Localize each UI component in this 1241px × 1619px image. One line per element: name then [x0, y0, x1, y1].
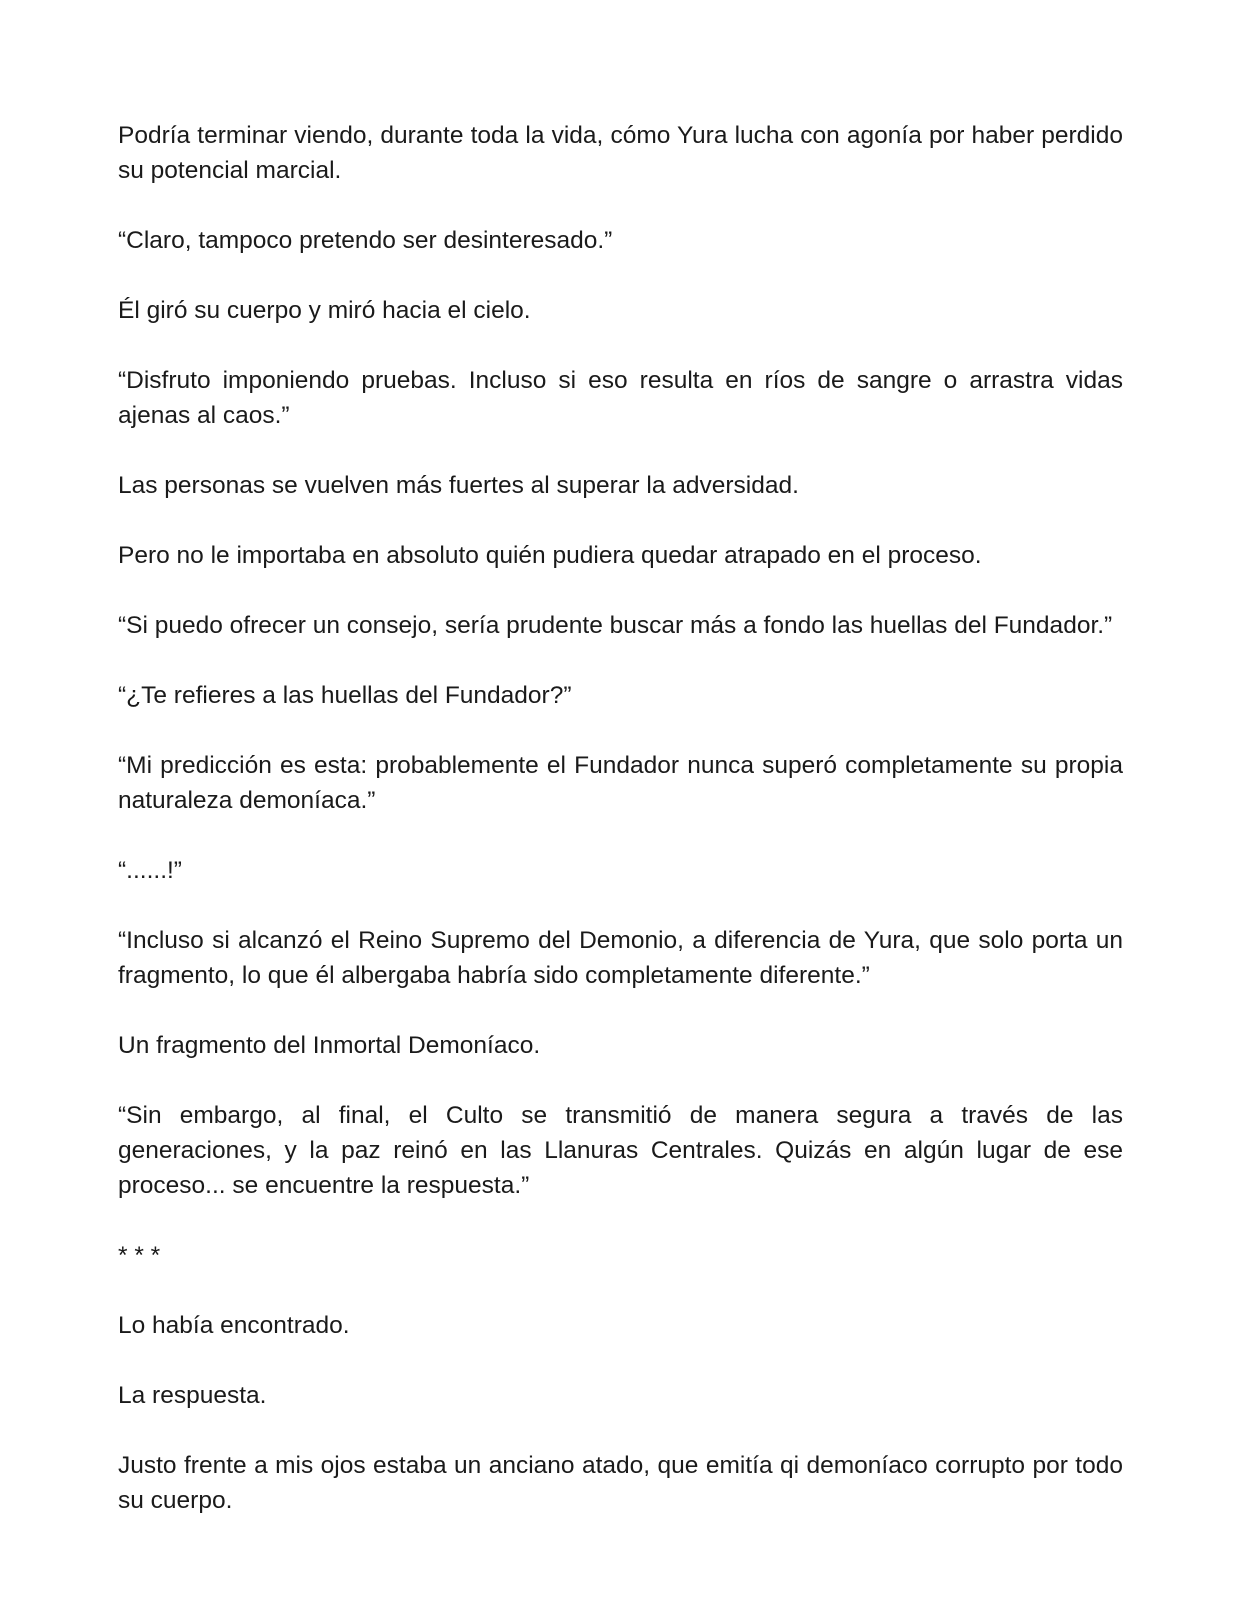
body-text — [118, 118, 1123, 1553]
section-break: * * * — [118, 1242, 161, 1269]
paragraph: “Mi predicción es esta: probablemente el Fundador nunca superó completamente su propia naturaleza demoníaca.” — [118, 752, 1123, 814]
paragraph: “Incluso si alcanzó el Reino Supremo del Demonio, a diferencia de Yura, que solo porta un fragmento, lo que él albergaba habría sido completamente diferente.” — [118, 927, 1123, 989]
paragraph: Podría terminar viendo, durante toda la vida, cómo Yura lucha con agonía por haber perdido su potencial marcial. — [118, 122, 1123, 184]
paragraph: “Disfruto imponiendo pruebas. Incluso si eso resulta en ríos de sangre o arrastra vidas ajenas al caos.” — [118, 367, 1123, 429]
paragraph: Lo había encontrado. — [118, 1312, 350, 1339]
paragraph: “......!” — [118, 857, 182, 884]
paragraph: “Sin embargo, al final, el Culto se transmitió de manera segura a través de las generaciones, y la paz reinó en las Llanuras Centrales. Quizás en algún lugar de ese proceso... se encuentre la respuesta.” — [118, 1102, 1123, 1199]
paragraph: Él giró su cuerpo y miró hacia el cielo. — [118, 297, 531, 324]
paragraph: Pero no le importaba en absoluto quién pudiera quedar atrapado en el proceso. — [118, 542, 982, 569]
paragraph: Justo frente a mis ojos estaba un anciano atado, que emitía qi demoníaco corrupto por todo su cuerpo. — [118, 1452, 1123, 1514]
paragraph: La respuesta. — [118, 1382, 267, 1409]
paragraph: “Si puedo ofrecer un consejo, sería prudente buscar más a fondo las huellas del Fundador.” — [118, 612, 1113, 639]
paragraph: Las personas se vuelven más fuertes al superar la adversidad. — [118, 472, 799, 499]
paragraph: Un fragmento del Inmortal Demoníaco. — [118, 1032, 541, 1059]
paragraph: “¿Te refieres a las huellas del Fundador?” — [118, 682, 572, 709]
paragraph: “Claro, tampoco pretendo ser desinteresado.” — [118, 227, 613, 254]
